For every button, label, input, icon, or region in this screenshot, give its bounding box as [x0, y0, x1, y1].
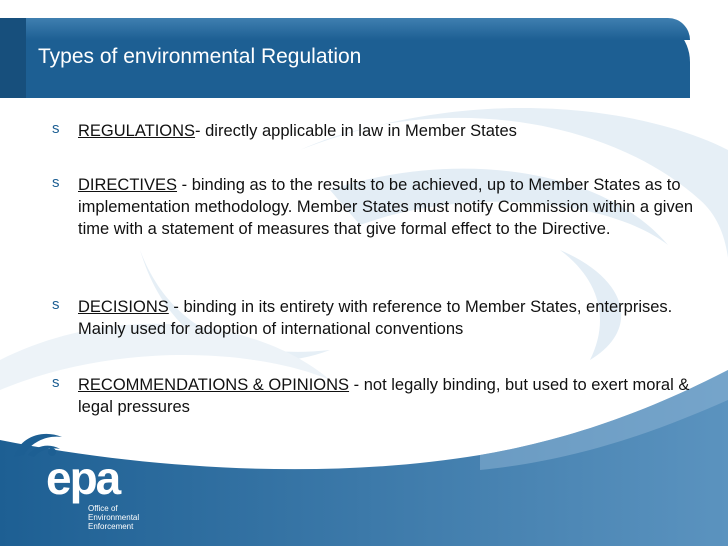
bullet-term: DECISIONS	[78, 298, 169, 316]
bullet-term: REGULATIONS	[78, 122, 196, 140]
title-bar-accent	[0, 18, 26, 98]
bullet-term: RECOMMENDATIONS & OPINIONS	[78, 376, 350, 394]
bullet-description: - not legally binding, but used to exert moral & legal pressures	[78, 376, 690, 416]
bullet-description: - binding as to the results to be achieved, up to Member States as to implementation methodology. Member States must notify Commission within a given time with a statement of measures that give formal effect to the Directive.	[78, 176, 694, 238]
bullet-description: - directly applicable in law in Member States	[195, 122, 517, 140]
bullet-text	[78, 296, 702, 340]
logo-line: Environmental	[88, 513, 140, 522]
bullet-marker: s	[52, 296, 60, 313]
bullet-marker: s	[52, 174, 60, 191]
bullet-marker: s	[52, 120, 60, 137]
slide-title: Types of environmental Regulation	[38, 45, 362, 68]
logo-wordmark: epa	[46, 452, 120, 504]
bullet-description: - binding in its entirety with reference to Member States, enterprises. Mainly used for adoption of international conventions	[78, 298, 673, 338]
bullet-marker: s	[52, 374, 60, 391]
bullet-text	[78, 174, 702, 240]
bullet-text	[78, 120, 702, 142]
bullet-text	[78, 374, 702, 418]
logo-line: Enforcement	[88, 522, 134, 531]
bullet-term: DIRECTIVES	[78, 176, 178, 194]
epa-logo	[10, 425, 150, 540]
logo-line: Office of	[88, 504, 118, 513]
logo-subtitle	[88, 504, 158, 531]
